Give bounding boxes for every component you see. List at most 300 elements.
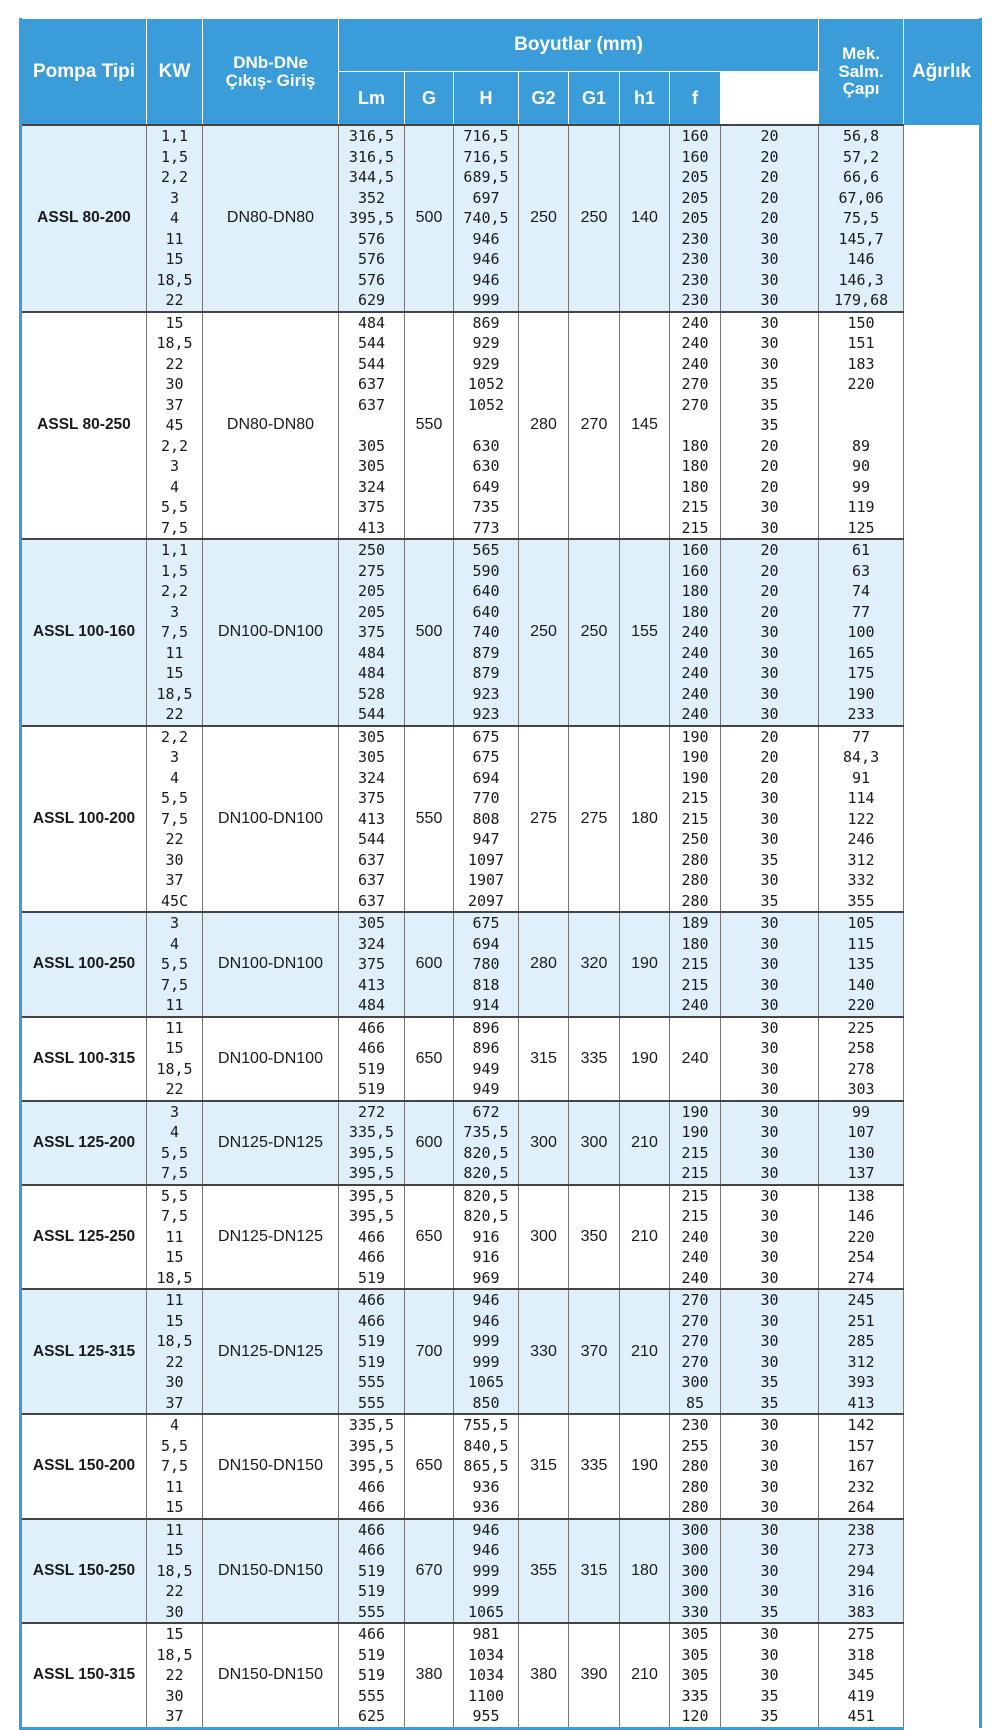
lm-column-value: 395,5: [348, 1436, 395, 1455]
header-lm: Lm: [339, 72, 405, 126]
kw-column-value: 15: [165, 313, 184, 332]
kw-column-value: 37: [165, 1707, 184, 1725]
pump-type-name: ASSL 125-250: [21, 1185, 147, 1290]
lm-column-value: 484: [357, 643, 386, 662]
kw-column-value: 1,1: [160, 541, 189, 559]
agirlik-column-value: 419: [847, 1686, 875, 1705]
kw-column-value: 11: [165, 229, 184, 248]
lm-column: [339, 1185, 405, 1290]
h-column-value: 896: [472, 1039, 500, 1057]
agirlik-column-value: 413: [847, 1393, 875, 1412]
g2-value: 250: [519, 539, 569, 726]
dn-size: DN125-DN125: [203, 1185, 339, 1290]
agirlik-column: [819, 125, 904, 312]
lm-column-value: 637: [357, 375, 386, 393]
dn-size: DN150-DN150: [203, 1623, 339, 1728]
pump-type-name: ASSL 100-315: [21, 1017, 147, 1101]
agirlik-column-value: 146: [847, 250, 875, 268]
kw-column: [147, 539, 203, 726]
kw-column-value: 30: [165, 375, 184, 393]
h-column-value: 740: [472, 623, 500, 641]
lm-column: [339, 1414, 405, 1519]
h-column-value: 946: [472, 1311, 500, 1330]
kw-column-value: 30: [165, 1686, 184, 1705]
pump-type-name: ASSL 100-200: [21, 726, 147, 913]
g1-value: 250: [569, 539, 620, 726]
f-column-value: 240: [681, 623, 709, 641]
f-column-value: 255: [681, 1436, 709, 1455]
h1-value: 140: [620, 125, 670, 312]
lm-column-value: 466: [357, 1311, 386, 1330]
pump-type-name: ASSL 80-250: [21, 312, 147, 540]
header-h: H: [454, 72, 519, 126]
kw-column-value: 4: [169, 1123, 180, 1141]
h-column: [454, 912, 519, 1017]
h-column-value: 694: [472, 768, 500, 787]
f-column-value: 215: [681, 975, 709, 994]
lm-column-value: 544: [357, 334, 386, 352]
dn-size: DN100-DN100: [203, 912, 339, 1017]
mek-salm-column: [721, 1289, 819, 1414]
lm-column: [339, 1101, 405, 1185]
f-column-value: [670, 415, 720, 436]
mek-salm-column-value: 30: [760, 934, 779, 953]
mek-salm-column: [721, 1623, 819, 1728]
kw-column: [147, 1101, 203, 1185]
agirlik-column-value: 91: [852, 768, 871, 787]
f-column-value: 280: [681, 850, 709, 869]
lm-column-value: 519: [357, 1352, 386, 1371]
h-column-value: 955: [472, 1707, 500, 1725]
f-column-value: 240: [681, 354, 709, 373]
f-column-value: 230: [681, 250, 709, 268]
agirlik-column-value: 63: [852, 561, 871, 580]
h-column-value: 929: [472, 334, 500, 352]
lm-column-value: 625: [357, 1707, 386, 1725]
g-value: 600: [405, 912, 454, 1017]
dn-size: DN80-DN80: [203, 312, 339, 540]
f-column-value: 190: [681, 748, 709, 766]
kw-column-value: 11: [165, 643, 184, 662]
f-column-value: 215: [681, 955, 709, 973]
dn-size: DN150-DN150: [203, 1519, 339, 1624]
lm-column-value: 576: [357, 270, 386, 289]
f-column-value: 270: [681, 395, 709, 414]
header-h1: h1: [620, 72, 670, 126]
f-column-value: 85: [685, 1393, 705, 1412]
mek-salm-column-value: 30: [760, 518, 779, 537]
h-column-value: 936: [472, 1477, 500, 1496]
agirlik-column-value: 146: [847, 1207, 875, 1225]
kw-column-value: 15: [165, 250, 184, 268]
f-column-value: 240: [681, 664, 709, 682]
g2-value: 380: [519, 1623, 569, 1728]
f-column-value: 250: [681, 830, 709, 848]
header-boyutlar: Boyutlar (mm): [339, 19, 819, 72]
h-column-value: 1052: [467, 375, 505, 393]
mek-salm-column-value: 30: [760, 975, 779, 994]
f-column-value: 215: [681, 789, 709, 807]
lm-column: [339, 312, 405, 540]
f-column-value: 300: [681, 1561, 709, 1580]
kw-column-value: 30: [165, 1373, 184, 1391]
lm-column: [339, 1623, 405, 1728]
h-column-value: 865,5: [463, 1457, 509, 1475]
kw-column-value: 4: [169, 1416, 180, 1434]
f-column-value: 205: [681, 168, 709, 186]
mek-salm-column-value: 30: [760, 871, 779, 889]
h-column-value: 640: [472, 602, 500, 621]
agirlik-column-value: 345: [847, 1666, 875, 1684]
lm-column-value: 519: [357, 1582, 386, 1600]
f-column-value: 180: [681, 582, 709, 600]
mek-salm-column-value: 30: [760, 498, 779, 516]
mek-salm-column: [721, 312, 819, 540]
lm-column-value: 466: [357, 1291, 386, 1309]
lm-column-value: 544: [357, 705, 386, 723]
kw-column-value: 1,1: [160, 127, 189, 145]
agirlik-column-value: 90: [852, 457, 871, 475]
agirlik-column-value: 77: [852, 727, 871, 746]
h-column-value: 946: [472, 1291, 500, 1309]
mek-salm-column-value: 30: [760, 1561, 779, 1580]
agirlik-column-value: 57,2: [842, 147, 880, 166]
f-column-value: 240: [681, 1227, 709, 1246]
h-column-value: 946: [472, 229, 500, 248]
f-column-value: 240: [681, 684, 709, 703]
table-row: [21, 1101, 981, 1185]
lm-column-value: 413: [357, 809, 386, 828]
mek-salm-column-value: 35: [760, 395, 779, 414]
table-row: [21, 312, 981, 540]
agirlik-column-value: [819, 395, 903, 416]
mek-salm-column-value: 35: [760, 375, 779, 393]
mek-salm-column-value: 30: [760, 1080, 779, 1098]
agirlik-column-value: 220: [847, 1227, 875, 1246]
kw-column-value: 11: [165, 996, 184, 1014]
h-column-value: 869: [472, 313, 500, 332]
h1-value: 210: [620, 1623, 670, 1728]
kw-column-value: 37: [165, 871, 184, 889]
kw-column-value: 3: [169, 914, 180, 932]
h-column-value: 969: [472, 1268, 500, 1287]
agirlik-column-value: 245: [847, 1291, 875, 1309]
mek-salm-column-value: 30: [760, 229, 779, 248]
h-column-value: 946: [472, 250, 500, 268]
mek-salm-column-value: 30: [760, 1291, 779, 1309]
agirlik-column-value: 332: [847, 871, 875, 889]
kw-column-value: 7,5: [160, 1164, 189, 1182]
lm-column-value: 305: [357, 436, 386, 455]
agirlik-column-value: 140: [847, 975, 875, 994]
agirlik-column-value: 312: [847, 850, 875, 869]
kw-column-value: 22: [165, 830, 184, 848]
pump-type-name: ASSL 125-200: [21, 1101, 147, 1185]
kw-column: [147, 1185, 203, 1290]
h1-value: 180: [620, 1519, 670, 1624]
h-column-value: 675: [472, 914, 500, 932]
lm-column-value: 395,5: [348, 1186, 395, 1205]
agirlik-column-value: 165: [847, 643, 875, 662]
g1-value: 390: [569, 1623, 620, 1728]
mek-salm-column-value: 30: [760, 1332, 779, 1350]
agirlik-column-value: 137: [847, 1164, 875, 1182]
lm-column-value: 544: [357, 354, 386, 373]
h-column-value: 929: [472, 354, 500, 373]
f-column-value: 230: [681, 291, 709, 309]
kw-column-value: 11: [165, 1520, 184, 1539]
header-g2: G2: [519, 72, 569, 126]
agirlik-column-value: 294: [847, 1561, 875, 1580]
lm-column-value: 324: [357, 477, 386, 496]
agirlik-column-value: 285: [847, 1332, 875, 1350]
mek-salm-column-value: 30: [760, 1520, 779, 1539]
agirlik-column-value: 122: [847, 809, 875, 828]
h-column-value: 773: [472, 518, 500, 537]
lm-column-value: 395,5: [348, 209, 395, 227]
header-g1: G1: [569, 72, 620, 126]
agirlik-column: [819, 1017, 904, 1101]
mek-salm-column-value: 30: [760, 914, 779, 932]
h-column-value: 999: [472, 1332, 500, 1350]
kw-column-value: 22: [165, 1352, 184, 1371]
g2-value: 280: [519, 912, 569, 1017]
lm-column-value: 637: [357, 871, 386, 889]
mek-salm-column-value: 30: [760, 1645, 779, 1664]
agirlik-column-value: 74: [852, 582, 871, 600]
lm-column-value: 395,5: [348, 1457, 395, 1475]
agirlik-column-value: 251: [847, 1311, 875, 1330]
f-column-value: 330: [681, 1602, 709, 1621]
lm-column-value: 484: [357, 313, 386, 332]
agirlik-column-value: 115: [847, 934, 875, 953]
h-column-value: 999: [472, 291, 500, 309]
f-column-value: 270: [681, 1311, 709, 1330]
mek-salm-column-value: 30: [760, 1207, 779, 1225]
f-column-value: 230: [681, 1416, 709, 1434]
agirlik-column-value: 145,7: [838, 229, 884, 248]
header-f: f: [670, 72, 721, 126]
lm-column: [339, 726, 405, 913]
mek-salm-column-value: 30: [760, 270, 779, 289]
f-column-value: 230: [681, 229, 709, 248]
f-column-value: 270: [681, 1291, 709, 1309]
f-column-value: 305: [681, 1645, 709, 1664]
kw-column-value: 4: [169, 768, 180, 787]
g2-value: 300: [519, 1101, 569, 1185]
h-column-value: 697: [472, 188, 500, 207]
lm-column-value: 519: [357, 1268, 386, 1287]
f-column-value: 280: [681, 1498, 709, 1516]
h-column-value: 879: [472, 643, 500, 662]
f-column-value: 240: [681, 705, 709, 723]
g-value: 700: [405, 1289, 454, 1414]
g2-value: 275: [519, 726, 569, 913]
h-column-value: 770: [472, 789, 500, 807]
lm-column-value: 519: [357, 1059, 386, 1078]
lm-column-value: 205: [357, 602, 386, 621]
mek-salm-column-value: 20: [760, 768, 779, 787]
f-column-value: 180: [681, 602, 709, 621]
f-column: [670, 1101, 721, 1185]
kw-column-value: 18,5: [156, 270, 193, 289]
h-column-value: 879: [472, 664, 500, 682]
lm-column: [339, 1017, 405, 1101]
mek-salm-column-value: 20: [760, 127, 779, 145]
mek-salm-column-value: 30: [760, 1457, 779, 1475]
f-value: 240: [670, 1017, 721, 1101]
agirlik-column-value: 75,5: [842, 209, 880, 227]
mek-salm-column-value: 30: [760, 789, 779, 807]
agirlik-column-value: 264: [847, 1498, 875, 1516]
agirlik-column-value: 318: [847, 1645, 875, 1664]
mek-salm-column: [721, 726, 819, 913]
h-column-value: 936: [472, 1498, 500, 1516]
agirlik-column-value: 274: [847, 1268, 875, 1287]
h-column-value: 946: [472, 1541, 500, 1559]
f-column-value: 300: [681, 1541, 709, 1559]
kw-column: [147, 1414, 203, 1519]
f-column-value: 215: [681, 809, 709, 828]
f-column-value: 240: [681, 1248, 709, 1266]
agirlik-column-value: 150: [847, 313, 875, 332]
agirlik-column: [819, 912, 904, 1017]
mek-salm-column-value: 20: [760, 541, 779, 559]
kw-column-value: 3: [169, 188, 180, 207]
f-column-value: 215: [681, 1143, 709, 1162]
f-column-value: 270: [681, 1332, 709, 1350]
h-column-value: 590: [472, 561, 500, 580]
lm-column-value: 519: [357, 1561, 386, 1580]
h-column: [454, 1414, 519, 1519]
kw-column-value: 3: [169, 1102, 180, 1121]
pump-type-name: ASSL 125-315: [21, 1289, 147, 1414]
mek-salm-column-value: 20: [760, 188, 779, 207]
f-column-value: 270: [681, 1352, 709, 1371]
g1-value: 300: [569, 1101, 620, 1185]
g2-value: 300: [519, 1185, 569, 1290]
lm-column-value: 413: [357, 975, 386, 994]
kw-column-value: 4: [169, 477, 180, 496]
kw-column: [147, 1519, 203, 1624]
kw-column-value: 15: [165, 1311, 184, 1330]
h-column-value: 740,5: [463, 209, 509, 227]
lm-column-value: 466: [357, 1625, 386, 1643]
h-column-value: 735: [472, 498, 500, 516]
agirlik-column: [819, 312, 904, 540]
agirlik-column-value: 157: [847, 1436, 875, 1455]
header-pompa-tipi: Pompa Tipi: [21, 19, 147, 126]
lm-column-value: 555: [357, 1373, 386, 1391]
mek-salm-column-value: 35: [760, 1707, 779, 1725]
mek-salm-column-value: 30: [760, 1625, 779, 1643]
mek-salm-column-value: 30: [760, 1498, 779, 1516]
f-column-value: 215: [681, 498, 709, 516]
agirlik-column-value: 246: [847, 830, 875, 848]
lm-column: [339, 539, 405, 726]
h1-value: 155: [620, 539, 670, 726]
kw-column-value: 11: [165, 1291, 184, 1309]
h-column: [454, 1289, 519, 1414]
agirlik-column-value: 135: [847, 955, 875, 973]
agirlik-column-value: 238: [847, 1520, 875, 1539]
kw-column-value: 7,5: [160, 975, 189, 994]
h-column-value: 896: [472, 1018, 500, 1037]
lm-column-value: 519: [357, 1666, 386, 1684]
mek-salm-column-value: 30: [760, 664, 779, 682]
kw-column-value: 18,5: [156, 684, 193, 703]
kw-column-value: 22: [165, 1582, 184, 1600]
lm-column-value: 316,5: [348, 127, 395, 145]
pump-type-name: ASSL 80-200: [21, 125, 147, 312]
agirlik-column: [819, 539, 904, 726]
lm-column-value: 576: [357, 229, 386, 248]
table-row: [21, 1185, 981, 1290]
kw-column-value: 5,5: [160, 1436, 189, 1455]
agirlik-column-value: 451: [847, 1707, 875, 1725]
f-column-value: 160: [681, 541, 709, 559]
agirlik-column-value: 258: [847, 1039, 875, 1057]
mek-salm-column-value: 30: [760, 1227, 779, 1246]
h-column-value: 923: [472, 705, 500, 723]
h-column: [454, 312, 519, 540]
lm-column-value: 395,5: [348, 1143, 395, 1162]
mek-salm-column-value: 35: [760, 891, 779, 910]
f-column-value: 215: [681, 518, 709, 537]
mek-salm-column-value: 20: [760, 727, 779, 746]
h-column-value: 630: [472, 436, 500, 455]
mek-salm-column-value: 30: [760, 1311, 779, 1330]
kw-column-value: 18,5: [156, 1059, 193, 1078]
g2-value: 280: [519, 312, 569, 540]
kw-column-value: 15: [165, 1541, 184, 1559]
mek-salm-column: [721, 125, 819, 312]
h-column: [454, 1519, 519, 1624]
kw-column: [147, 1289, 203, 1414]
pump-dimensions-table: [19, 18, 982, 1730]
lm-column-value: 335,5: [348, 1123, 395, 1141]
g-value: 650: [405, 1017, 454, 1101]
h-column-value: 947: [472, 830, 500, 848]
mek-salm-column-value: 30: [760, 1102, 779, 1121]
h-column-value: 914: [472, 996, 500, 1014]
h-column-value: 672: [472, 1102, 500, 1121]
lm-column-value: 466: [357, 1039, 386, 1057]
g-value: 650: [405, 1414, 454, 1519]
table-row: [21, 726, 981, 913]
agirlik-column: [819, 1623, 904, 1728]
lm-column-value: 637: [357, 395, 386, 414]
kw-column-value: 3: [169, 748, 180, 766]
agirlik-column-value: 393: [847, 1373, 875, 1391]
lm-column-value: 305: [357, 457, 386, 475]
mek-salm-column-value: 30: [760, 334, 779, 352]
table-row: [21, 125, 981, 312]
agirlik-column-value: 142: [847, 1416, 875, 1434]
f-column-value: 335: [681, 1686, 709, 1705]
lm-column-value: 324: [357, 768, 386, 787]
h-column: [454, 1623, 519, 1728]
mek-salm-column-value: 30: [760, 1541, 779, 1559]
kw-column-value: 22: [165, 354, 184, 373]
agirlik-column-value: 100: [847, 623, 875, 641]
h-column-value: 999: [472, 1561, 500, 1580]
mek-salm-column: [721, 912, 819, 1017]
g-value: 650: [405, 1185, 454, 1290]
kw-column-value: 37: [165, 1393, 184, 1412]
f-column-value: 240: [681, 313, 709, 332]
lm-column-value: 375: [357, 498, 386, 516]
